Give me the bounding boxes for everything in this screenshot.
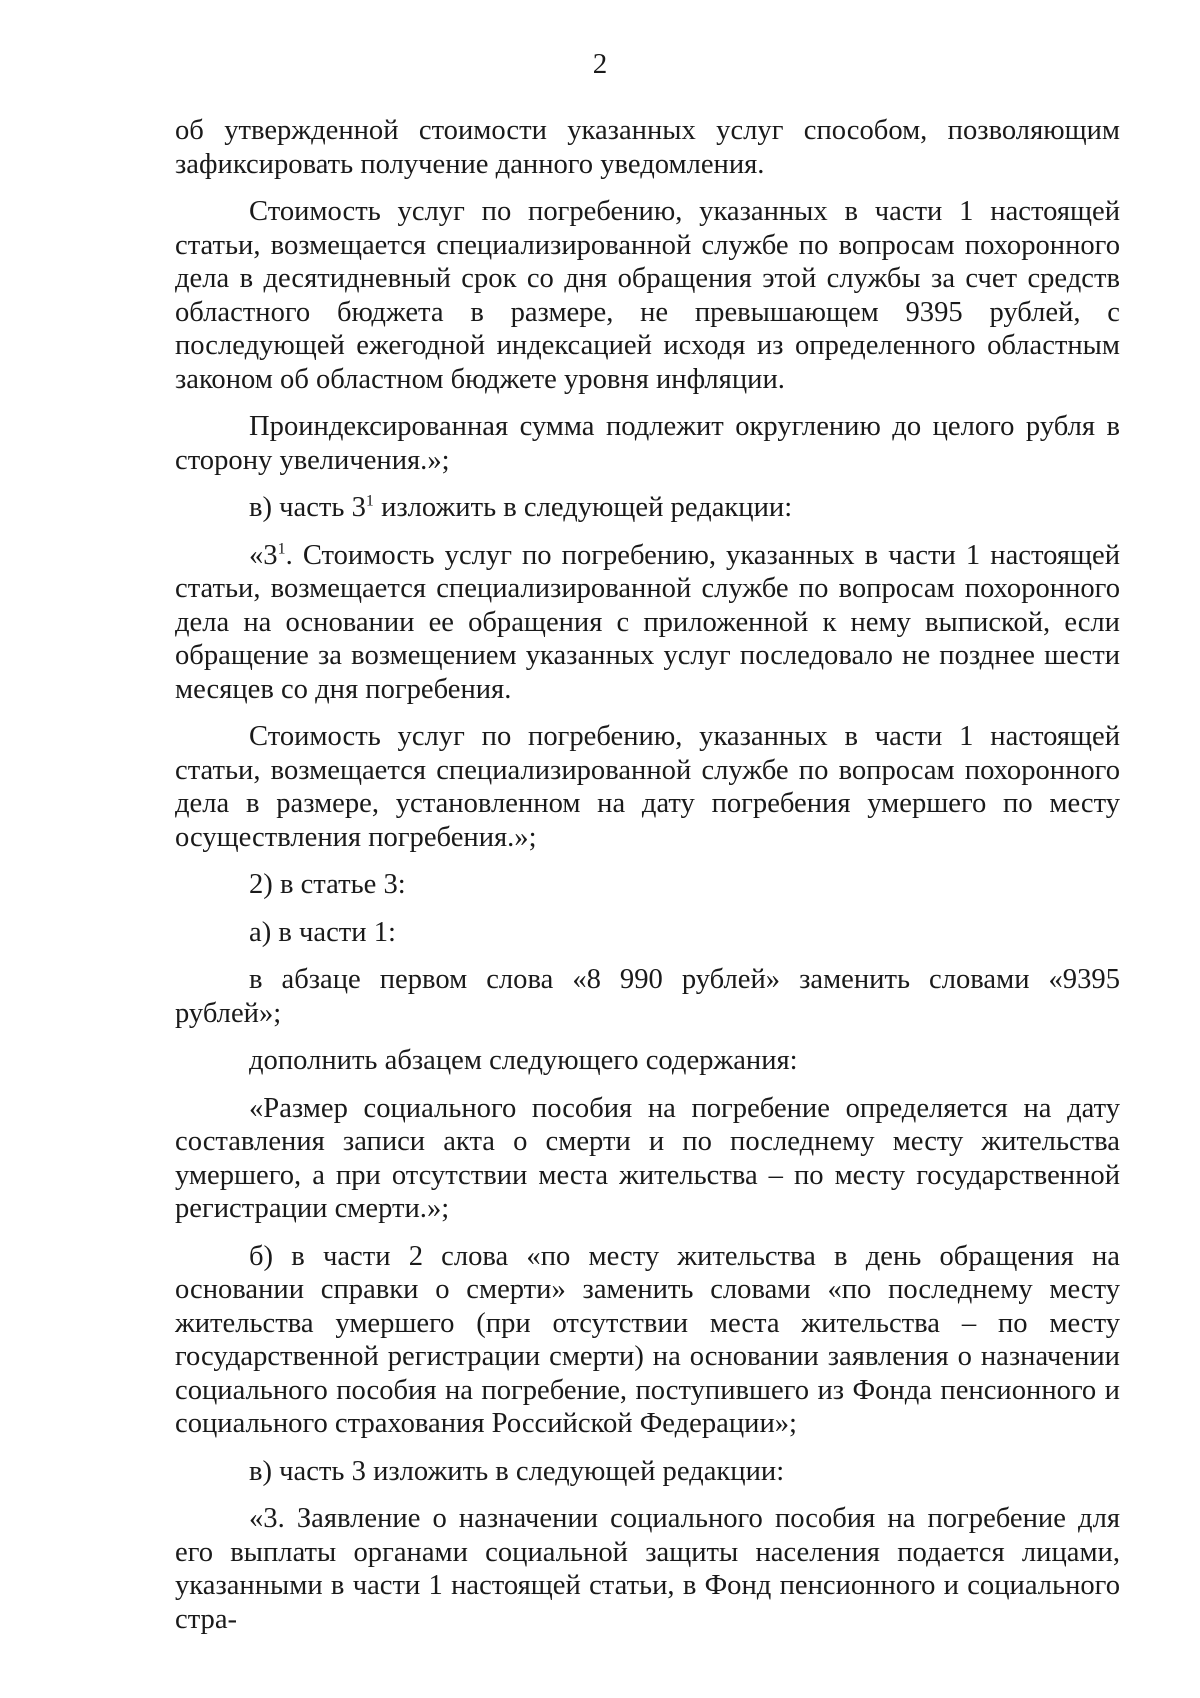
- paragraph-6: Стоимость услуг по погребению, указанных в части 1 настоящей статьи, возмещается специализированной службе по вопросам похоронного дела в размере, установленном на дату погребения умершего по месту осуществления погребения.»;: [175, 721, 1120, 853]
- paragraph-4-text-before: в) часть 3: [249, 492, 366, 523]
- paragraph-13: в) часть 3 изложить в следующей редакции:: [249, 1455, 785, 1487]
- paragraph-1: об утвержденной стоимости указанных услуг способом, позволяющим зафиксировать получение данного уведомления.: [175, 115, 1120, 180]
- paragraph-7: 2) в статье 3:: [249, 869, 406, 900]
- paragraph-2: Стоимость услуг по погребению, указанных в части 1 настоящей статьи, возмещается специализированной службе по вопросам похоронного дела в десятидневный срок со дня обращения этой службы за счет средств областного бюджета в размере, не превышающем 9395 рублей, с последующей ежегодной индексацией исходя из определенного областным законом об областном бюджете уровня инфляции.: [175, 196, 1120, 395]
- paragraph-4-superscript: 1: [365, 492, 374, 510]
- paragraph-8: а) в части 1:: [249, 916, 396, 948]
- document-body: [175, 114, 1120, 1650]
- paragraph-4: [175, 491, 1120, 525]
- page-number: 2: [592, 48, 608, 80]
- paragraph-12: б) в части 2 слова «по месту жительства в день обращения на основании справки о смерти» заменить словами «по последнему месту жительства умершего (при отсутствии места жительства – по месту государственной регистрации смерти) на основании заявления о назначении социального пособия на погребение, поступившего из Фонда пенсионного и социального страхования Российской Федерации»;: [175, 1240, 1120, 1439]
- paragraph-10: дополнить абзацем следующего содержания:: [249, 1045, 798, 1076]
- paragraph-14: «3. Заявление о назначении социального пособия на погребение для его выплаты органами социальной защиты населения подается лицами, указанными в части 1 настоящей статьи, в Фонд пенсионного и социального стра-: [175, 1503, 1120, 1635]
- paragraph-5-text-after: . Стоимость услуг по погребению, указанных в части 1 настоящей статьи, возмещается специализированной службе по вопросам похоронного дела на основании ее обращения с приложенной к нему выпиской, если обращение за возмещением указанных услуг последовало не позднее шести месяцев со дня погребения.: [175, 539, 1120, 705]
- paragraph-9: в абзаце первом слова «8 990 рублей» заменить словами «9395 рублей»;: [175, 964, 1120, 1029]
- paragraph-11: «Размер социального пособия на погребение определяется на дату составления записи акта о смерти и по последнему месту жительства умершего, а при отсутствии места жительства – по месту государственной регистрации смерти.»;: [175, 1092, 1120, 1224]
- paragraph-5-text-before: «3: [249, 539, 278, 571]
- paragraph-5-superscript: 1: [277, 539, 286, 557]
- paragraph-5: [175, 539, 1120, 707]
- paragraph-3: Проиндексированная сумма подлежит округлению до целого рубля в сторону увеличения.»;: [175, 411, 1120, 476]
- paragraph-4-text-after: изложить в следующей редакции:: [373, 492, 793, 523]
